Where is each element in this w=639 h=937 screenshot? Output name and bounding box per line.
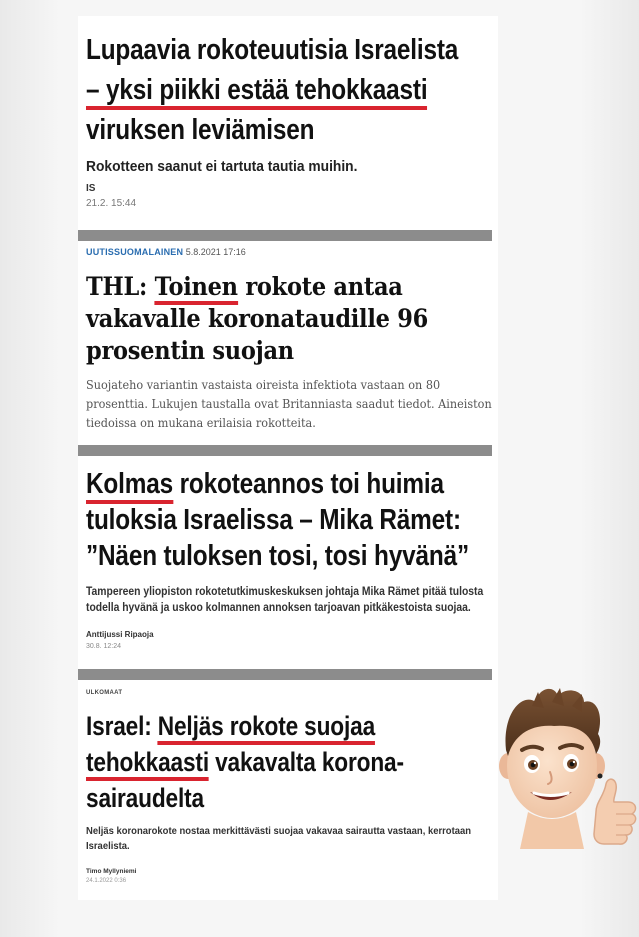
divider bbox=[78, 230, 492, 241]
headline-underlined: – yksi piikki estää tehokkaasti bbox=[86, 74, 427, 110]
memoji-thumbs-up-icon bbox=[492, 684, 638, 849]
article-2-timestamp: 5.8.2021 17:16 bbox=[185, 247, 246, 257]
article-2-meta bbox=[86, 247, 498, 257]
headline-line-1: Lupaavia rokoteuutisia Israelista bbox=[86, 34, 459, 66]
divider bbox=[78, 669, 492, 680]
headline-rest: rokoteannos toi huimia tuloksia Israelissa – Mika Rämet: ”Näen tuloksen tosi, tosi hyvänä” bbox=[86, 468, 469, 572]
headline-underlined-2: tehokkaasti bbox=[86, 747, 209, 781]
headline-line-3: viruksen leviämisen bbox=[86, 114, 315, 146]
article-4-lead: Neljäs koronarokote nostaa merkittävästi suojaa vakavaa sairautta vastaan, kerrotaan Israelista. bbox=[86, 825, 472, 852]
article-4[interactable] bbox=[78, 680, 498, 900]
headline-underlined: Kolmas bbox=[86, 468, 173, 504]
article-1-subtitle: Rokotteen saanut ei tartuta tautia muihin. bbox=[86, 158, 358, 175]
headline-prefix: Israel: bbox=[86, 711, 158, 741]
article-4-author[interactable]: Timo Myllyniemi bbox=[86, 868, 137, 875]
article-3-timestamp: 30.8. 12:24 bbox=[86, 643, 122, 650]
article-2[interactable] bbox=[78, 241, 498, 445]
headline-rest: vakavalta korona-sairaudelta bbox=[86, 747, 404, 813]
headline-underlined: Toinen bbox=[155, 272, 238, 305]
headline-underlined-1: Neljäs rokote suojaa bbox=[158, 711, 375, 745]
article-3-author[interactable]: Anttijussi Ripaoja bbox=[86, 630, 154, 639]
publisher-name[interactable]: UUTISSUOMALAINEN bbox=[86, 247, 184, 257]
article-2-lead: Suojateho variantin vastaista oireista infektiota vastaan on 80 prosenttia. Lukujen taustalla ovat Britanniasta saadut tiedot. Aineiston tiedoissa on mukana erilaisia rokotteita. bbox=[86, 377, 492, 430]
article-1-source: IS bbox=[86, 183, 96, 194]
article-3[interactable] bbox=[78, 456, 498, 669]
headline-prefix: THL: bbox=[86, 272, 155, 301]
headline-rest: rokote antaa vakavalle koronataudille 96 prosentin suojan bbox=[86, 272, 428, 365]
section-label[interactable]: ULKOMAAT bbox=[86, 690, 123, 696]
article-1[interactable] bbox=[78, 16, 498, 230]
news-collage bbox=[78, 16, 498, 900]
article-3-lead: Tampereen yliopiston rokotetutkimuskeskuksen johtaja Mika Rämet pitää tulosta todella hyvänä ja uskoo kolmannen annoksen tarjoavan pitkäkestoista suojaa. bbox=[86, 586, 484, 614]
article-4-timestamp: 24.1.2022 0:36 bbox=[86, 878, 127, 884]
article-4-headline[interactable] bbox=[86, 708, 498, 816]
article-1-headline[interactable] bbox=[86, 30, 498, 150]
article-3-headline[interactable] bbox=[86, 466, 498, 574]
divider bbox=[78, 445, 492, 456]
article-2-headline[interactable] bbox=[86, 271, 498, 367]
article-1-timestamp: 21.2. 15:44 bbox=[86, 198, 137, 209]
